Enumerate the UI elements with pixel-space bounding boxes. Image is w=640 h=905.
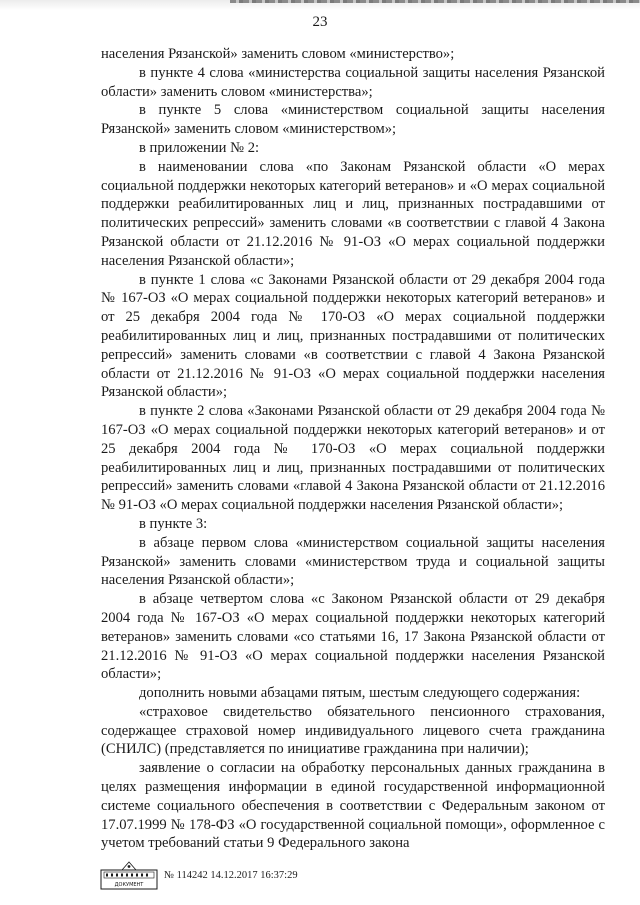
paragraph: «страховое свидетельство обязательного пенсионного страхования, содержащее страховой номер индивидуального лицевого счета гражданина (СНИЛС) (представляется по инициативе гражданина при наличии); [101, 703, 605, 758]
scan-edge-line [230, 0, 640, 3]
paragraph: в наименовании слова «по Законам Рязанской области «О мерах социальной поддержки некоторых категорий ветеранов» и «О мерах социальной поддержки реабилитированных лиц и лиц, признанных пострадавшими от политических репрессий» заменить словами «в соответствии с главой 4 Закона Рязанской области от 21.12.2016 № 91-ОЗ «О мерах социальной поддержки населения Рязанской области»; [101, 158, 605, 269]
seal-text: ДОКУМЕНТ [114, 882, 144, 888]
paragraph: в приложении № 2: [139, 139, 260, 156]
paragraph: в пункте 4 слова «министерства социальной защиты населения Рязанской области» заменить словом «министерства»; [101, 64, 605, 100]
page-footer [100, 860, 520, 892]
paragraph: заявление о согласии на обработку персональных данных гражданина в целях размещения информации в единой государственной информационной системе социального обеспечения в соответствии с Федеральным законом от 17.07.1999 № 178-ФЗ «О государственной социальной помощи», оформленное с учетом требований статьи 9 Федерального закона [101, 760, 605, 852]
paragraph: в пункте 1 слова «с Законами Рязанской области от 29 декабря 2004 года № 167-ОЗ «О мерах социальной поддержки некоторых категорий ветеранов» и от 25 декабря 2004 года № 170-ОЗ «О мерах социальной поддержки реабилитированных лиц и лиц, признанных пострадавшими от политических репрессий» заменить словами «в соответствии с главой 4 Закона Рязанской области от 21.12.2016 № 91-ОЗ «О мерах социальной поддержки населения Рязанской области»; [101, 271, 605, 401]
paragraph: в абзаце четвертом слова «с Законом Рязанской области от 29 декабря 2004 года № 167-ОЗ «О мерах социальной поддержки некоторых категорий ветеранов» заменить словами «со статьями 16, 17 Закона Рязанской области от 21.12.2016 № 91-ОЗ «О мерах социальной поддержки населения Рязанской области»; [101, 591, 605, 683]
paragraph: в пункте 5 слова «министерством социальной защиты населения Рязанской» заменить словом «министерством»; [101, 102, 605, 138]
paragraph: в пункте 3: [139, 515, 208, 532]
document-seal-icon [100, 860, 158, 890]
registration-stamp: № 114242 14.12.2017 16:37:29 [164, 870, 298, 881]
paragraph: населения Рязанской» заменить словом «министерство»; [101, 46, 455, 62]
page-number: 23 [312, 14, 328, 30]
paragraph: в пункте 2 слова «Законами Рязанской области от 29 декабря 2004 года № 167-ОЗ «О мерах социальной поддержки некоторых категорий ветеранов» и от 25 декабря 2004 года № 170-ОЗ «О мерах социальной поддержки реабилитированных лиц и лиц, признанных пострадавшими от политических репрессий» заменить словами «главой 4 Закона Рязанской области от 21.12.2016 № 91-ОЗ «О мерах социальной поддержки населения Рязанской области»; [101, 403, 605, 514]
paragraph: в абзаце первом слова «министерством социальной защиты населения Рязанской» заменить словами «министерством труда и социальной защиты населения Рязанской области»; [101, 534, 605, 589]
paragraph: дополнить новыми абзацами пятым, шестым следующего содержания: [139, 685, 581, 702]
document-body [101, 45, 605, 853]
